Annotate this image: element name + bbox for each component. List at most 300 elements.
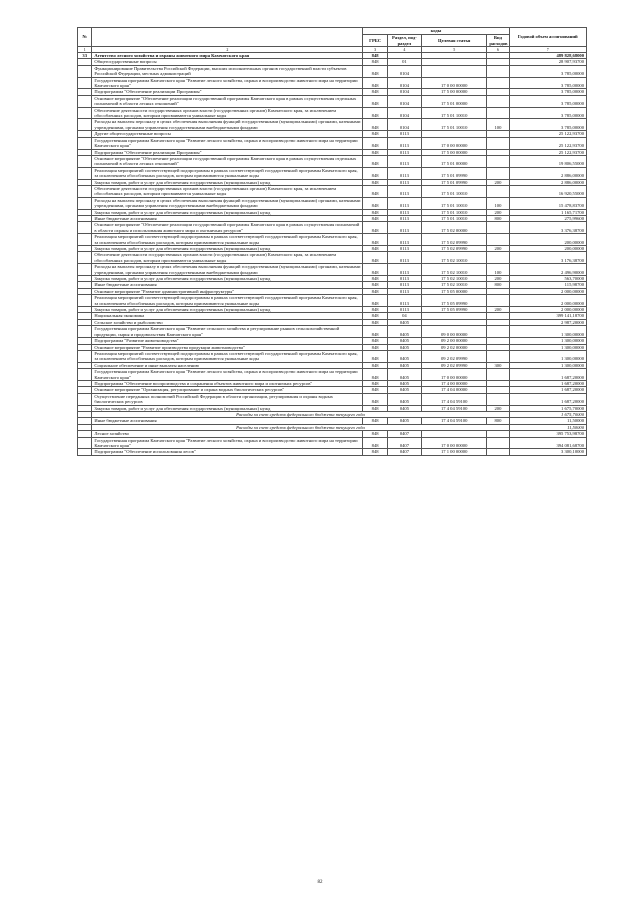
row-razdel: 0104 bbox=[387, 89, 421, 95]
row-razdel: 0104 bbox=[387, 77, 421, 89]
row-name: Общегосударственные вопросы bbox=[92, 59, 363, 65]
row-razdel: 0405 bbox=[387, 350, 421, 362]
row-number bbox=[78, 167, 92, 179]
row-expense-type bbox=[487, 65, 509, 77]
row-target-article: 17 5 05 09990 bbox=[422, 307, 487, 313]
header-sum: Годовой объем ассигнований bbox=[509, 28, 587, 47]
row-name: Другие общегосударственные вопросы bbox=[92, 131, 363, 137]
row-target-article: 17 5 00 00000 bbox=[422, 149, 487, 155]
row-name: Государственная программа Камчатского края "Развитие лесного хозяйства, охрана и воспроизводство животного мира на территории Камчатского края" bbox=[92, 437, 363, 449]
row-number bbox=[78, 77, 92, 89]
row-amount: 1 687,20000 bbox=[509, 387, 587, 393]
row-name: Социальное обеспечение и иные выплаты населению bbox=[92, 362, 363, 368]
row-number bbox=[78, 197, 92, 209]
row-amount: 3 300,10000 bbox=[509, 449, 587, 455]
row-target-article: 17 4 04 59100 bbox=[422, 418, 487, 424]
row-razdel: 0113 bbox=[387, 288, 421, 294]
row-amount: 2 000,00000 bbox=[509, 288, 587, 294]
row-target-article: 17 5 01 10010 bbox=[422, 119, 487, 131]
row-grbs: 848 bbox=[363, 282, 387, 288]
row-amount: 3 376,38700 bbox=[509, 222, 587, 234]
row-razdel: 0405 bbox=[387, 326, 421, 338]
row-name: Функционирование Правительства Российской Федерации, высших исполнительных органов государственной власти субъектов Российской Федерации, местных администраций bbox=[92, 65, 363, 77]
row-razdel: 0405 bbox=[387, 405, 421, 411]
row-grbs: 848 bbox=[363, 418, 387, 424]
row-grbs: 848 bbox=[363, 155, 387, 167]
row-grbs: 848 bbox=[363, 449, 387, 455]
row-amount: 200,00000 bbox=[509, 234, 587, 246]
row-name: Основное мероприятие "Обеспечение реализации государственной программы Камчатского края в рамках осуществления отдельных полномочий в области лесных отношений" bbox=[92, 155, 363, 167]
row-amount: 1 687,20000 bbox=[509, 380, 587, 386]
row-expense-type bbox=[487, 437, 509, 449]
row-target-article: 17 5 01 09990 bbox=[422, 167, 487, 179]
row-razdel: 0407 bbox=[387, 437, 421, 449]
row-amount: 2 886,00000 bbox=[509, 167, 587, 179]
row-razdel: 0113 bbox=[387, 215, 421, 221]
row-expense-type: 200 bbox=[487, 209, 509, 215]
row-name: Основное мероприятие "Обеспечение реализации государственной программы Камчатского края в рамках осуществления отдельных полномочий в области лесных отношений" bbox=[92, 95, 363, 107]
col-index: 1 bbox=[78, 47, 92, 53]
row-name: Национальная экономика bbox=[92, 313, 363, 319]
row-grbs: 848 bbox=[363, 89, 387, 95]
row-amount: 115,98700 bbox=[509, 282, 587, 288]
row-expense-type: 800 bbox=[487, 282, 509, 288]
row-name: Подпрограмма "Обеспечение воспроизводства и сохранения объектов животного мира и охотничьих ресурсов" bbox=[92, 380, 363, 386]
row-razdel: 0113 bbox=[387, 197, 421, 209]
row-razdel: 0113 bbox=[387, 185, 421, 197]
row-amount: 15 478,83700 bbox=[509, 197, 587, 209]
row-grbs: 848 bbox=[363, 107, 387, 119]
row-grbs: 848 bbox=[363, 222, 387, 234]
row-grbs: 848 bbox=[363, 313, 387, 319]
row-target-article: 17 5 01 10010 bbox=[422, 185, 487, 197]
row-expense-type bbox=[487, 350, 509, 362]
table-row bbox=[78, 393, 587, 405]
row-federal-note: Расходы за счет средств федерального бюджета текущего года bbox=[92, 424, 509, 430]
row-expense-type: 200 bbox=[487, 276, 509, 282]
row-razdel: 0113 bbox=[387, 264, 421, 276]
row-target-article: 17 4 04 59100 bbox=[422, 405, 487, 411]
col-index: 6 bbox=[487, 47, 509, 53]
row-grbs: 848 bbox=[363, 344, 387, 350]
row-number bbox=[78, 449, 92, 455]
table-row bbox=[78, 295, 587, 307]
row-number bbox=[78, 326, 92, 338]
row-expense-type: 200 bbox=[487, 246, 509, 252]
row-target-article: 09 2 02 09990 bbox=[422, 350, 487, 362]
row-expense-type bbox=[487, 234, 509, 246]
row-razdel: 0104 bbox=[387, 95, 421, 107]
row-amount: 394 081,68700 bbox=[509, 437, 587, 449]
row-grbs: 848 bbox=[363, 437, 387, 449]
row-name: Лесное хозяйство bbox=[92, 431, 363, 437]
row-grbs: 848 bbox=[363, 276, 387, 282]
row-grbs: 848 bbox=[363, 77, 387, 89]
row-target-article: 09 2 00 00000 bbox=[422, 338, 487, 344]
row-target-article: 17 5 00 00000 bbox=[422, 89, 487, 95]
row-amount: 399 141,18700 bbox=[509, 313, 587, 319]
row-target-article: 17 5 05 09990 bbox=[422, 295, 487, 307]
row-name: Обеспечение деятельности государственных органов власти (государственных органов) Камчатского края, за исключением обособленных расходов, которым присваиваются уникальные коды bbox=[92, 252, 363, 264]
row-amount: 1 300,00000 bbox=[509, 344, 587, 350]
row-name: Закупка товаров, работ и услуг для обеспечения государственных (муниципальных) нужд bbox=[92, 246, 363, 252]
row-name: Подпрограмма "Обеспечение реализации Программы" bbox=[92, 149, 363, 155]
row-grbs: 848 bbox=[363, 264, 387, 276]
table-row bbox=[78, 197, 587, 209]
row-amount: 1 687,20000 bbox=[509, 393, 587, 405]
row-amount: 3 785,00000 bbox=[509, 77, 587, 89]
row-expense-type bbox=[487, 369, 509, 381]
table-row bbox=[78, 449, 587, 455]
row-expense-type: 800 bbox=[487, 418, 509, 424]
table-row bbox=[78, 119, 587, 131]
row-target-article: 17 5 02 10010 bbox=[422, 264, 487, 276]
row-grbs: 848 bbox=[363, 119, 387, 131]
col-index: 4 bbox=[387, 47, 421, 53]
row-amount: 16 920,55000 bbox=[509, 185, 587, 197]
row-razdel: 0405 bbox=[387, 319, 421, 325]
row-amount: 3 785,00000 bbox=[509, 89, 587, 95]
row-name: Основное мероприятие "Организация, регулирование и охрана водных биологических ресурсов" bbox=[92, 387, 363, 393]
row-razdel: 0405 bbox=[387, 362, 421, 368]
row-number bbox=[78, 437, 92, 449]
row-grbs: 848 bbox=[363, 53, 387, 59]
row-razdel: 01 bbox=[387, 59, 421, 65]
col-index: 5 bbox=[422, 47, 487, 53]
row-number bbox=[78, 107, 92, 119]
row-amount: 2 000,00000 bbox=[509, 307, 587, 313]
table-row bbox=[78, 326, 587, 338]
row-grbs: 848 bbox=[363, 167, 387, 179]
row-number bbox=[78, 119, 92, 131]
row-razdel: 0113 bbox=[387, 246, 421, 252]
row-number bbox=[78, 234, 92, 246]
row-name: Сельское хозяйство и рыболовство bbox=[92, 319, 363, 325]
table-row bbox=[78, 350, 587, 362]
row-razdel: 0113 bbox=[387, 276, 421, 282]
row-name: Государственная программа Камчатского края "Развитие лесного хозяйства, охрана и воспроизводство животного мира на территории Камчатского края" bbox=[92, 137, 363, 149]
row-number bbox=[78, 252, 92, 264]
row-grbs: 848 bbox=[363, 380, 387, 386]
col-index: 7 bbox=[509, 47, 587, 53]
row-amount: 1 300,00000 bbox=[509, 326, 587, 338]
row-number: 33 bbox=[78, 53, 92, 59]
row-grbs: 848 bbox=[363, 350, 387, 362]
row-name: Подпрограмма "Развитие животноводства" bbox=[92, 338, 363, 344]
row-razdel: 0104 bbox=[387, 65, 421, 77]
row-target-article: 09 2 02 09990 bbox=[422, 362, 487, 368]
row-target-article: 17 5 02 09990 bbox=[422, 246, 487, 252]
row-number bbox=[78, 65, 92, 77]
row-amount: 2 886,00000 bbox=[509, 179, 587, 185]
row-target-article: 17 5 01 10010 bbox=[422, 197, 487, 209]
row-grbs: 848 bbox=[363, 295, 387, 307]
row-target-article: 17 0 00 00000 bbox=[422, 137, 487, 149]
row-amount: 1 300,00000 bbox=[509, 362, 587, 368]
table-row bbox=[78, 107, 587, 119]
row-name: Иные бюджетные ассигнования bbox=[92, 418, 363, 424]
row-amount: 1 675,70000 bbox=[509, 405, 587, 411]
row-name: Обеспечение деятельности государственных органов власти (государственных органов) Камчатского края, за исключением обособленных расходов, которым присваиваются уникальные коды bbox=[92, 185, 363, 197]
row-target-article: 17 5 01 10010 bbox=[422, 107, 487, 119]
row-razdel: 0405 bbox=[387, 344, 421, 350]
row-target-article: 17 5 01 10010 bbox=[422, 209, 487, 215]
row-grbs: 848 bbox=[363, 431, 387, 437]
row-grbs: 848 bbox=[363, 307, 387, 313]
row-razdel: 0113 bbox=[387, 167, 421, 179]
row-name: Государственная программа Камчатского края "Развитие лесного хозяйства, охрана и воспроизводство животного мира на территории Камчатского края" bbox=[92, 77, 363, 89]
row-expense-type bbox=[487, 185, 509, 197]
row-target-article: 17 5 02 10010 bbox=[422, 276, 487, 282]
row-name: Агентство лесного хозяйства и охраны животного мира Камчатского края bbox=[92, 53, 363, 59]
row-amount: 25 122,93700 bbox=[509, 149, 587, 155]
row-number bbox=[78, 369, 92, 381]
header-cs: Целевая статья bbox=[422, 35, 487, 47]
row-grbs: 848 bbox=[363, 234, 387, 246]
row-grbs: 848 bbox=[363, 197, 387, 209]
row-amount: 489 828,68000 bbox=[509, 53, 587, 59]
row-grbs: 848 bbox=[363, 131, 387, 137]
table-row bbox=[78, 234, 587, 246]
row-target-article: 17 4 04 00000 bbox=[422, 387, 487, 393]
row-expense-type bbox=[487, 95, 509, 107]
row-amount: 11,50000 bbox=[509, 424, 587, 430]
row-name: Закупка товаров, работ и услуг для обеспечения государственных (муниципальных) нужд bbox=[92, 179, 363, 185]
header-codes: коды bbox=[363, 28, 509, 35]
row-razdel: 0113 bbox=[387, 137, 421, 149]
table-row bbox=[78, 437, 587, 449]
row-number bbox=[78, 155, 92, 167]
row-target-article: 17 4 04 59100 bbox=[422, 393, 487, 405]
row-number bbox=[78, 264, 92, 276]
row-name: Основное мероприятие "Развитие административной инфраструктуры" bbox=[92, 288, 363, 294]
row-amount: 3 785,00000 bbox=[509, 107, 587, 119]
table-row bbox=[78, 65, 587, 77]
row-razdel: 0113 bbox=[387, 209, 421, 215]
row-razdel: 0113 bbox=[387, 295, 421, 307]
row-name: Расходы на выплаты персоналу в целях обеспечения выполнения функций государственными (муниципальными) органами, казенными учреждениями, органами управления государственными внебюджетными фондами bbox=[92, 197, 363, 209]
table-row bbox=[78, 222, 587, 234]
row-razdel: 0405 bbox=[387, 418, 421, 424]
row-target-article: 17 4 00 00000 bbox=[422, 380, 487, 386]
row-name: Государственная программа Камчатского края "Развитие сельского хозяйства и регулирование рынков сельскохозяйственной продукции, сырья и продовольствия Камчатского края" bbox=[92, 326, 363, 338]
row-target-article: 17 5 02 10010 bbox=[422, 252, 487, 264]
row-name: Обеспечение деятельности государственных органов власти (государственных органов) Камчатского края, за исключением обособленных расходов, которым присваиваются уникальные коды bbox=[92, 107, 363, 119]
row-amount: 395 753,98700 bbox=[509, 431, 587, 437]
row-target-article: 09 2 02 00000 bbox=[422, 344, 487, 350]
row-amount: 2 496,90000 bbox=[509, 264, 587, 276]
row-name: Государственная программа Камчатского края "Развитие лесного хозяйства, охрана и воспроизводство животного мира на территории Камчатского края" bbox=[92, 369, 363, 381]
header-grbs: ГРБС bbox=[363, 35, 387, 47]
row-number bbox=[78, 295, 92, 307]
row-amount: 3 785,00000 bbox=[509, 65, 587, 77]
row-target-article: 17 5 01 10010 bbox=[422, 215, 487, 221]
table-row bbox=[78, 167, 587, 179]
row-name: Подпрограмма "Обеспечение реализации Программы" bbox=[92, 89, 363, 95]
table-row bbox=[78, 95, 587, 107]
row-name: Закупка товаров, работ и услуг для обеспечения государственных (муниципальных) нужд bbox=[92, 307, 363, 313]
row-razdel: 0405 bbox=[387, 393, 421, 405]
row-razdel: 0113 bbox=[387, 222, 421, 234]
row-expense-type bbox=[487, 155, 509, 167]
row-name: Реализация мероприятий соответствующей подпрограммы в рамках соответствующей государственной программы Камчатского края, за исключением обособленных расходов, которым присваиваются уникальные коды bbox=[92, 234, 363, 246]
row-number bbox=[78, 350, 92, 362]
row-grbs: 848 bbox=[363, 95, 387, 107]
row-grbs: 848 bbox=[363, 246, 387, 252]
row-expense-type bbox=[487, 167, 509, 179]
row-grbs: 848 bbox=[363, 288, 387, 294]
row-name: Реализация мероприятий соответствующей подпрограммы в рамках соответствующей государственной программы Камчатского края, за исключением обособленных расходов, которым присваиваются уникальные коды bbox=[92, 295, 363, 307]
row-expense-type: 200 bbox=[487, 307, 509, 313]
row-amount: 28 907,93700 bbox=[509, 59, 587, 65]
row-amount: 275,99600 bbox=[509, 215, 587, 221]
row-expense-type bbox=[487, 107, 509, 119]
table-row bbox=[78, 252, 587, 264]
row-name: Расходы на выплаты персоналу в целях обеспечения выполнения функций государственными (муниципальными) органами, казенными учреждениями, органами управления государственными внебюджетными фондами bbox=[92, 119, 363, 131]
row-target-article: 17 5 01 00000 bbox=[422, 95, 487, 107]
row-grbs: 848 bbox=[363, 185, 387, 197]
row-name: Расходы на выплаты персоналу в целях обеспечения выполнения функций государственными (муниципальными) органами, казенными учреждениями, органами управления государственными внебюджетными фондами bbox=[92, 264, 363, 276]
row-target-article: 17 5 05 00000 bbox=[422, 288, 487, 294]
row-target-article: 17 5 01 09990 bbox=[422, 179, 487, 185]
row-name: Основное мероприятие "Развитие производства продукции животноводства" bbox=[92, 344, 363, 350]
row-razdel: 0113 bbox=[387, 252, 421, 264]
row-expense-type bbox=[487, 222, 509, 234]
table-row bbox=[78, 137, 587, 149]
row-target-article: 17 1 00 00000 bbox=[422, 449, 487, 455]
row-name: Иные бюджетные ассигнования bbox=[92, 215, 363, 221]
row-expense-type: 100 bbox=[487, 197, 509, 209]
table-row bbox=[78, 155, 587, 167]
row-razdel: 0104 bbox=[387, 119, 421, 131]
row-grbs: 848 bbox=[363, 338, 387, 344]
row-number bbox=[78, 185, 92, 197]
row-razdel: 0405 bbox=[387, 338, 421, 344]
row-expense-type bbox=[487, 449, 509, 455]
row-number bbox=[78, 137, 92, 149]
row-target-article: 09 0 00 00000 bbox=[422, 326, 487, 338]
table-body bbox=[78, 53, 587, 456]
row-target-article: 17 5 02 00000 bbox=[422, 222, 487, 234]
row-razdel: 0113 bbox=[387, 131, 421, 137]
row-grbs: 848 bbox=[363, 215, 387, 221]
row-amount: 1 300,00000 bbox=[509, 350, 587, 362]
row-grbs: 848 bbox=[363, 252, 387, 264]
header-razdel: Раздел, под-раздел bbox=[387, 35, 421, 47]
row-grbs: 848 bbox=[363, 59, 387, 65]
row-target-article bbox=[422, 65, 487, 77]
row-razdel: 0407 bbox=[387, 449, 421, 455]
col-index: 3 bbox=[363, 47, 387, 53]
row-grbs: 848 bbox=[363, 319, 387, 325]
row-grbs: 848 bbox=[363, 387, 387, 393]
row-name: Закупка товаров, работ и услуг для обеспечения государственных (муниципальных) нужд bbox=[92, 276, 363, 282]
row-name: Закупка товаров, работ и услуг для обеспечения государственных (муниципальных) нужд bbox=[92, 405, 363, 411]
row-razdel: 0113 bbox=[387, 149, 421, 155]
row-amount: 11,50000 bbox=[509, 418, 587, 424]
row-amount: 2 987,20000 bbox=[509, 319, 587, 325]
row-grbs: 848 bbox=[363, 393, 387, 405]
row-amount: 3 785,00000 bbox=[509, 119, 587, 131]
row-federal-note: Расходы за счет средств федерального бюджета текущего года bbox=[92, 411, 509, 417]
row-amount: 200,00000 bbox=[509, 246, 587, 252]
row-target-article: 17 5 02 10010 bbox=[422, 282, 487, 288]
row-amount: 1 675,70000 bbox=[509, 411, 587, 417]
row-amount: 1 300,00000 bbox=[509, 338, 587, 344]
row-razdel: 0405 bbox=[387, 369, 421, 381]
row-amount: 3 785,00000 bbox=[509, 95, 587, 107]
page-number: 82 bbox=[317, 880, 323, 885]
row-razdel: 04 bbox=[387, 313, 421, 319]
row-name: Подпрограмма "Обеспечение использования лесов" bbox=[92, 449, 363, 455]
row-expense-type bbox=[487, 137, 509, 149]
row-grbs: 848 bbox=[363, 369, 387, 381]
header-num: № bbox=[78, 28, 92, 47]
budget-table bbox=[77, 27, 587, 456]
row-grbs: 848 bbox=[363, 65, 387, 77]
row-number bbox=[78, 393, 92, 405]
row-name: Реализация мероприятий соответствующей подпрограммы в рамках соответствующей государственной программы Камчатского края, за исключением обособленных расходов, которым присваиваются уникальные коды bbox=[92, 167, 363, 179]
row-name: Закупка товаров, работ и услуг для обеспечения государственных (муниципальных) нужд bbox=[92, 209, 363, 215]
table-row bbox=[78, 369, 587, 381]
row-name: Осуществление переданных полномочий Российской Федерации в области организации, регулирования и охраны водных биологических ресурсов bbox=[92, 393, 363, 405]
row-amount: 25 122,93700 bbox=[509, 131, 587, 137]
col-index: 2 bbox=[92, 47, 363, 53]
row-amount: 3 176,38700 bbox=[509, 252, 587, 264]
row-expense-type: 200 bbox=[487, 405, 509, 411]
row-amount: 563,70000 bbox=[509, 276, 587, 282]
row-expense-type: 300 bbox=[487, 362, 509, 368]
row-grbs: 848 bbox=[363, 179, 387, 185]
row-amount: 19 806,55000 bbox=[509, 155, 587, 167]
row-expense-type: 200 bbox=[487, 179, 509, 185]
row-grbs: 848 bbox=[363, 405, 387, 411]
row-razdel: 0113 bbox=[387, 179, 421, 185]
row-expense-type: 100 bbox=[487, 264, 509, 276]
row-grbs: 848 bbox=[363, 137, 387, 149]
row-expense-type bbox=[487, 252, 509, 264]
row-expense-type bbox=[487, 326, 509, 338]
row-name: Основное мероприятие "Обеспечение реализации государственной программы Камчатского края в рамках осуществления полномочий в области охраны и использования животного мира и охотничьих ресурсов" bbox=[92, 222, 363, 234]
row-grbs: 848 bbox=[363, 326, 387, 338]
row-razdel: 0113 bbox=[387, 307, 421, 313]
row-grbs: 848 bbox=[363, 149, 387, 155]
header-name bbox=[92, 28, 363, 47]
row-amount: 2 000,00000 bbox=[509, 295, 587, 307]
row-razdel: 0405 bbox=[387, 380, 421, 386]
row-razdel: 0407 bbox=[387, 431, 421, 437]
row-name: Реализация мероприятий соответствующей подпрограммы в рамках соответствующей государственной программы Камчатского края, за исключением обособленных расходов, которым присваиваются уникальные коды bbox=[92, 350, 363, 362]
row-expense-type bbox=[487, 77, 509, 89]
row-razdel: 0113 bbox=[387, 155, 421, 167]
row-grbs: 848 bbox=[363, 209, 387, 215]
row-name: Иные бюджетные ассигнования bbox=[92, 282, 363, 288]
row-grbs: 848 bbox=[363, 362, 387, 368]
row-razdel: 0113 bbox=[387, 234, 421, 246]
row-amount: 25 122,93700 bbox=[509, 137, 587, 149]
row-target-article: 17 0 00 00000 bbox=[422, 369, 487, 381]
row-razdel: 0405 bbox=[387, 387, 421, 393]
row-expense-type bbox=[487, 393, 509, 405]
row-expense-type bbox=[487, 295, 509, 307]
table-row bbox=[78, 185, 587, 197]
row-razdel: 0104 bbox=[387, 107, 421, 119]
row-expense-type: 100 bbox=[487, 119, 509, 131]
row-razdel: 0113 bbox=[387, 282, 421, 288]
row-target-article: 17 0 00 00000 bbox=[422, 437, 487, 449]
row-expense-type: 800 bbox=[487, 215, 509, 221]
row-target-article: 17 5 01 00000 bbox=[422, 155, 487, 167]
